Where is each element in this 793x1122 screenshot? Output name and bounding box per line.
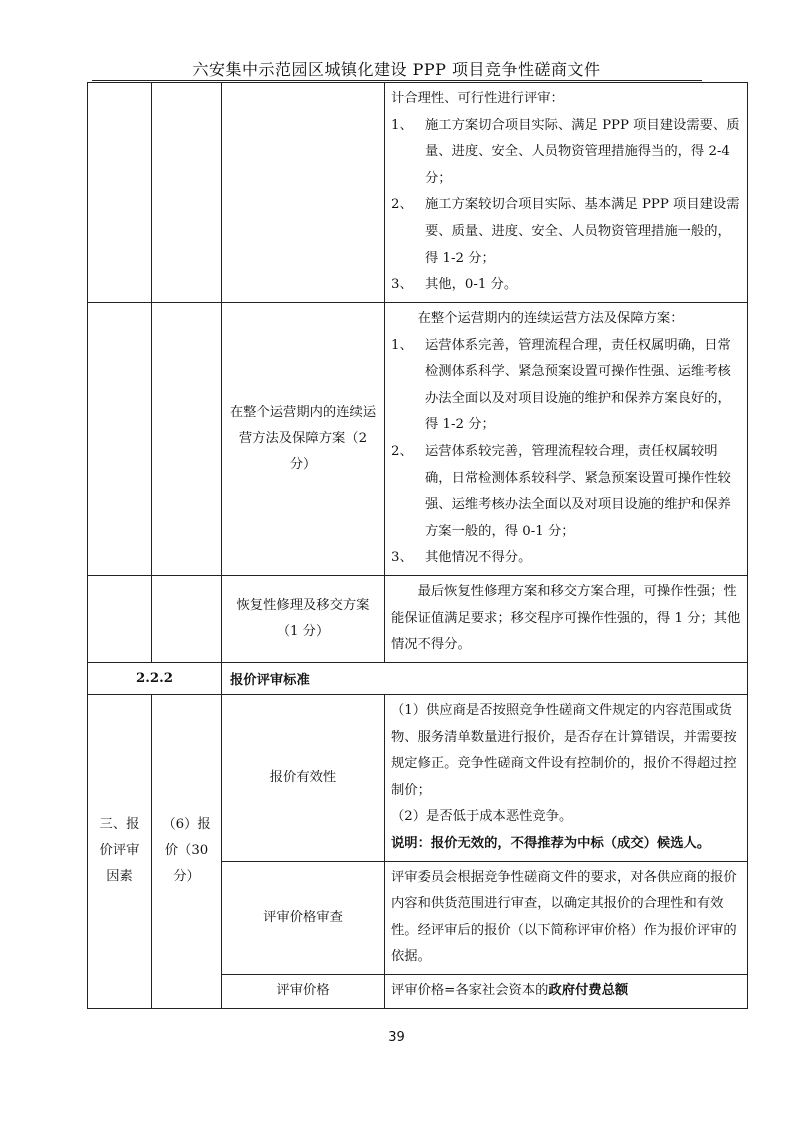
construction-plan-criteria xyxy=(385,83,748,303)
table-row-operation xyxy=(88,303,748,576)
price-factor-label: 三、报价评审因素 xyxy=(88,695,152,1009)
empty-cell xyxy=(222,83,385,303)
empty-cell xyxy=(88,83,152,303)
operation-intro: 在整个运营期内的连续运营方法及保障方案： xyxy=(417,311,684,326)
operation-criteria xyxy=(385,303,748,576)
list-item: 3、 其他情况不得分。 xyxy=(391,550,532,566)
price-validity-label: 报价有效性 xyxy=(222,695,385,862)
scoring-table xyxy=(87,82,748,1009)
price-validity-p1: （1）供应商是否按照竞争性磋商文件规定的内容范围或货物、服务清单数量进行报价，是否存在计算错误，并需要按规定修正。竞争性磋商文件设有控制价的，报价不得超过控制价； xyxy=(391,703,737,798)
list-item: 2、 运营体系较完善，管理流程较合理，责任权属较明确，日常检测体系较科学、紧急预案设置可操作性较强、运维考核办法全面以及对项目设施的维护和保养方案一般的，得 0-1 分； xyxy=(391,443,731,539)
empty-cell xyxy=(152,303,222,576)
empty-cell xyxy=(152,83,222,303)
price-validity-note: 说明：报价无效的，不得推荐为中标（成交）候选人。 xyxy=(391,835,711,851)
repair-criteria: 最后恢复性修理方案和移交方案合理，可操作性强；性能保证值满足要求；移交程序可操作性强的，得 1 分；其他情况不得分。 xyxy=(385,576,748,663)
price-validity-criteria xyxy=(385,695,748,862)
price-review-criteria: 评审委员会根据竞争性磋商文件的要求，对各供应商的报价内容和供货范围进行审查，以确定其报价的合理性和有效性。经评审后的报价（以下简称评审价格）作为报价评审的依据。 xyxy=(385,861,748,974)
price-eval-text: 评审价格=各家社会资本的 xyxy=(391,983,549,999)
empty-cell xyxy=(88,576,152,663)
list-item: 3、 其他，0-1 分。 xyxy=(391,277,518,293)
price-validity-p2: （2）是否低于成本恶性竞争。 xyxy=(391,809,573,825)
table-row-price-validity xyxy=(88,695,748,862)
section-number: 2.2.2 xyxy=(88,663,222,695)
empty-cell xyxy=(152,576,222,663)
price-review-label: 评审价格审查 xyxy=(222,861,385,974)
price-eval-label: 评审价格 xyxy=(222,974,385,1008)
table-row-repair xyxy=(88,576,748,663)
price-eval-emphasis: 政府付费总额 xyxy=(548,983,629,999)
section-title: 报价评审标准 xyxy=(222,663,748,695)
page-number: 39 xyxy=(388,1030,405,1045)
header-rule xyxy=(92,80,702,81)
list-item: 1、 施工方案切合项目实际、满足 PPP 项目建设需要、质量、进度、安全、人员物资管理措施得当的，得 2-4 分； xyxy=(391,117,740,186)
empty-cell xyxy=(88,303,152,576)
operation-label: 在整个运营期内的连续运营方法及保障方案（2 分） xyxy=(222,303,385,576)
page-header-title: 六安集中示范园区城镇化建设 PPP 项目竞争性磋商文件 xyxy=(192,60,601,79)
price-eval-criteria xyxy=(385,974,748,1008)
construction-plan-lead: 计合理性、可行性进行评审： xyxy=(391,91,564,106)
list-item: 2、 施工方案较切合项目实际、基本满足 PPP 项目建设需要、质量、进度、安全、人员物资管理措施一般的，得 1-2 分； xyxy=(391,197,740,266)
table-row-construction-plan xyxy=(88,83,748,303)
list-item: 1、 运营体系完善，管理流程合理，责任权属明确，日常检测体系科学、紧急预案设置可操作性强、运维考核办法全面以及对项目设施的维护和保养方案良好的，得 1-2 分； xyxy=(391,337,731,433)
repair-label: 恢复性修理及移交方案（1 分） xyxy=(222,576,385,663)
price-subfactor-label: （6）报价（30 分） xyxy=(152,695,222,1009)
table-row-section-heading xyxy=(88,663,748,695)
